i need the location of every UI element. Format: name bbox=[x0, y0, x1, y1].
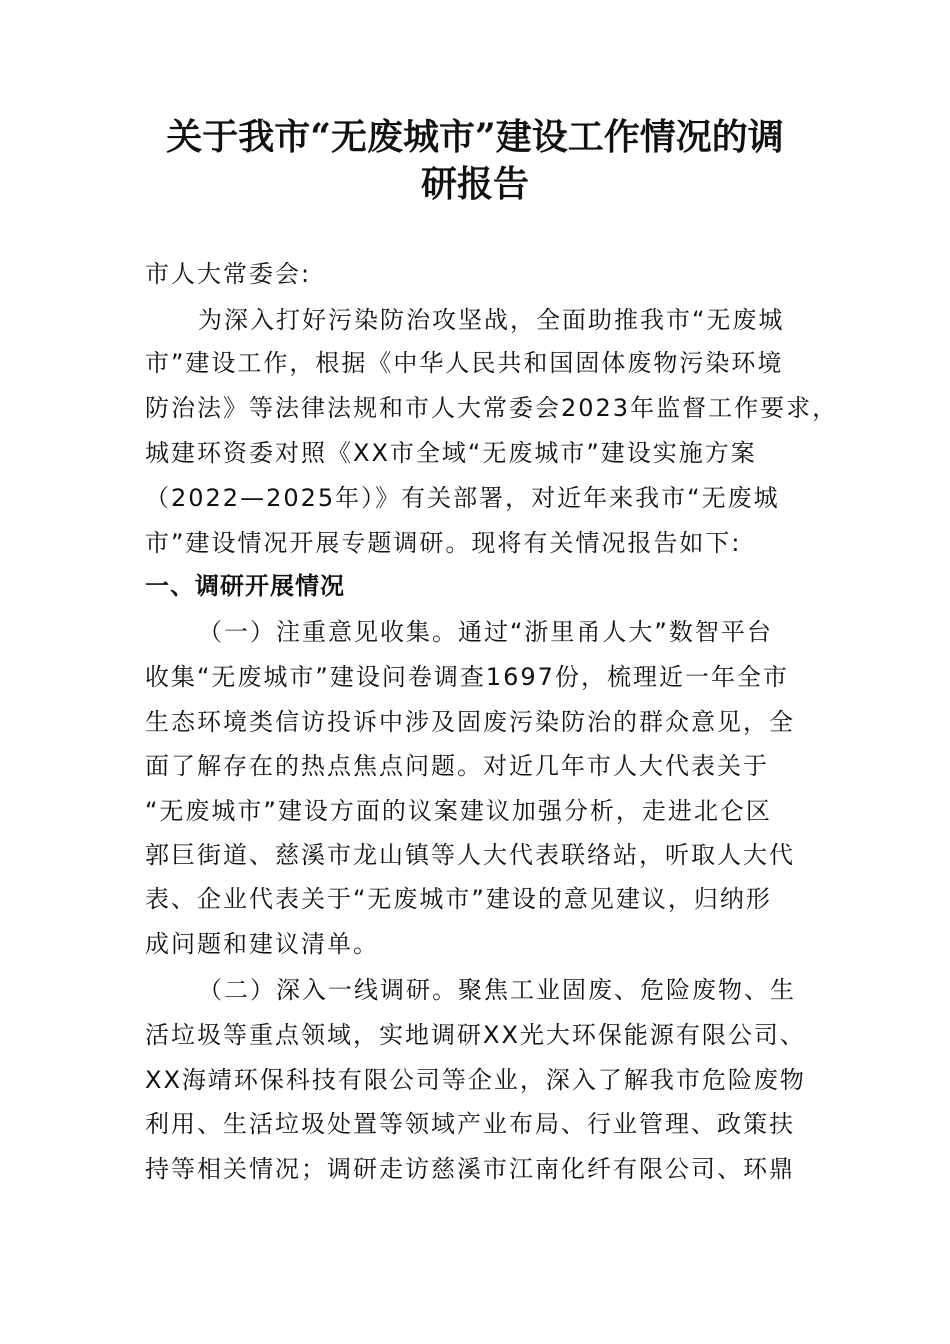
section-1-para-1-line: 表、企业代表关于“无废城市”建设的意见建议，归纳形 bbox=[145, 885, 772, 913]
section-1-para-2-line: （二）深入一线调研。聚焦工业固废、危险废物、生 bbox=[198, 976, 796, 1004]
section-1-para-1-line: 成问题和建议清单。 bbox=[145, 930, 379, 958]
section-1-para-1-line: （一）注重意见收集。通过“浙里甬人大”数智平台 bbox=[198, 618, 773, 646]
section-1-para-2-line: 持等相关情况；调研走访慈溪市江南化纤有限公司、环鼎 bbox=[145, 1155, 795, 1183]
section-1-para-1-line: “无废城市”建设方面的议案建议加强分析，走进北仑区 bbox=[145, 797, 772, 825]
section-1-para-1-line: 生态环境类信访投诉中涉及固废污染防治的群众意见，全 bbox=[145, 708, 795, 736]
intro-line: 市”建设情况开展专题调研。现将有关情况报告如下: bbox=[145, 529, 742, 557]
intro-line: 市”建设工作，根据《中华人民共和国固体废物污染环境 bbox=[145, 349, 784, 377]
intro-line: 城建环资委对照《XX市全域“无废城市”建设实施方案 bbox=[145, 439, 757, 467]
section-1-para-1-line: 郭巨街道、慈溪市龙山镇等人大代表联络站，听取人大代 bbox=[145, 841, 795, 869]
intro-line: 为深入打好污染防治攻坚战，全面助推我市“无废城 bbox=[198, 306, 785, 334]
section-1-para-2-line: 利用、生活垃圾处置等领域产业布局、行业管理、政策扶 bbox=[145, 1110, 795, 1138]
section-1-para-1-line: 收集“无废城市”建设问卷调查1697份，梳理近一年全市 bbox=[145, 663, 789, 691]
intro-line: 防治法》等法律法规和市人大常委会2023年监督工作要求， bbox=[145, 394, 839, 422]
intro-line: （2022—2025年）》有关部署，对近年来我市“无废城 bbox=[145, 484, 780, 512]
section-1-para-2-line: 活垃圾等重点领域，实地调研XX光大环保能源有限公司、 bbox=[145, 1021, 806, 1049]
section-1-heading: 一、调研开展情况 bbox=[145, 572, 345, 600]
document-title-line-2: 研报告 bbox=[420, 163, 529, 205]
salutation: 市人大常委会: bbox=[145, 260, 312, 288]
document-title-line-1: 关于我市“无废城市”建设工作情况的调 bbox=[166, 116, 784, 158]
section-1-para-2-line: XX海靖环保科技有限公司等企业，深入了解我市危险废物 bbox=[145, 1066, 806, 1094]
section-1-para-1-line: 面了解存在的热点焦点问题。对近几年市人大代表关于 bbox=[145, 752, 769, 780]
